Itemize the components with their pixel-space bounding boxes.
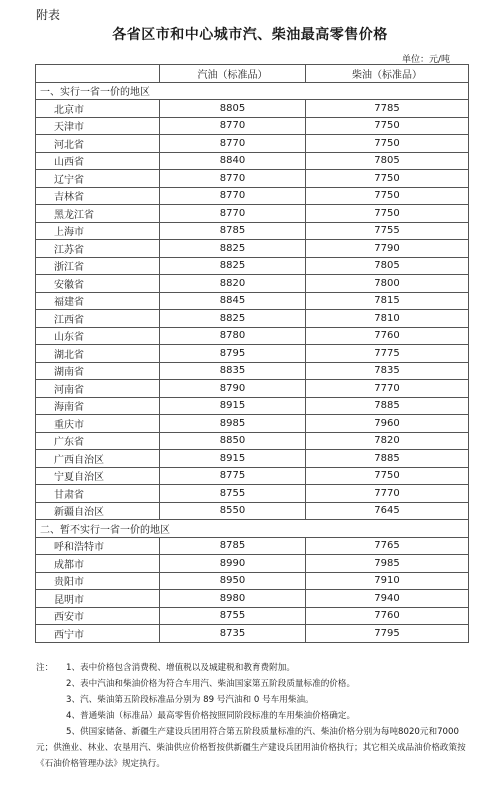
table-row [36,135,469,153]
price-table [35,64,469,643]
diesel-price-cell: 7800 [306,275,469,293]
diesel-price-cell: 7910 [306,572,469,590]
unit-label: 单位：元/吨 [401,55,450,65]
diesel-price-cell: 7750 [306,205,469,223]
gasoline-price-cell: 8785 [160,537,306,555]
table-row [36,467,469,485]
diesel-price-cell: 7795 [306,625,469,643]
table-row [36,432,469,450]
diesel-price-cell: 7985 [306,555,469,573]
diesel-price-cell: 7750 [306,467,469,485]
region-cell: 海南省 [36,397,160,415]
region-cell: 浙江省 [36,257,160,275]
table-row [36,205,469,223]
gasoline-price-cell: 8850 [160,432,306,450]
gasoline-price-cell: 8825 [160,240,306,258]
diesel-price-cell: 7940 [306,590,469,608]
gasoline-price-cell: 8790 [160,380,306,398]
header-gasoline: 汽油（标准品） [160,65,306,83]
table-row [36,485,469,503]
region-cell: 甘肃省 [36,485,160,503]
table-row [36,222,469,240]
region-cell: 湖南省 [36,362,160,380]
diesel-price-cell: 7770 [306,380,469,398]
diesel-price-cell: 7760 [306,607,469,625]
diesel-price-cell: 7750 [306,117,469,135]
table-row [36,555,469,573]
table-row [36,450,469,468]
region-cell: 成都市 [36,555,160,573]
gasoline-price-cell: 8770 [160,205,306,223]
diesel-price-cell: 7815 [306,292,469,310]
table-row [36,590,469,608]
header-diesel: 柴油（标准品） [306,65,469,83]
gasoline-price-cell: 8845 [160,292,306,310]
region-cell: 西安市 [36,607,160,625]
region-cell: 黑龙江省 [36,205,160,223]
gasoline-price-cell: 8550 [160,502,306,520]
table-row [36,170,469,188]
region-cell: 湖北省 [36,345,160,363]
table-row [36,380,469,398]
region-cell: 山西省 [36,152,160,170]
region-cell: 福建省 [36,292,160,310]
note-item: 1、表中价格包含消费税、增值税以及城建税和教育费附加。 [66,663,295,673]
gasoline-price-cell: 8915 [160,450,306,468]
gasoline-price-cell: 8980 [160,590,306,608]
region-cell: 上海市 [36,222,160,240]
gasoline-price-cell: 8795 [160,345,306,363]
gasoline-price-cell: 8840 [160,152,306,170]
gasoline-price-cell: 8985 [160,415,306,433]
gasoline-price-cell: 8770 [160,135,306,153]
table-row [36,117,469,135]
table-row [36,275,469,293]
gasoline-price-cell: 8755 [160,607,306,625]
table-row [36,327,469,345]
region-cell: 贵阳市 [36,572,160,590]
diesel-price-cell: 7645 [306,502,469,520]
appendix-label: 附表 [36,8,61,22]
diesel-price-cell: 7805 [306,152,469,170]
gasoline-price-cell: 8755 [160,485,306,503]
gasoline-price-cell: 8990 [160,555,306,573]
table-row [36,240,469,258]
gasoline-price-cell: 8785 [160,222,306,240]
region-cell: 山东省 [36,327,160,345]
section-label: 二、暂不实行一省一价的地区 [36,520,469,538]
diesel-price-cell: 7765 [306,537,469,555]
region-cell: 广东省 [36,432,160,450]
diesel-price-cell: 7885 [306,450,469,468]
region-cell: 呼和浩特市 [36,537,160,555]
gasoline-price-cell: 8770 [160,187,306,205]
gasoline-price-cell: 8770 [160,170,306,188]
gasoline-price-cell: 8825 [160,257,306,275]
gasoline-price-cell: 8825 [160,310,306,328]
note-item: 5、供国家储备、新疆生产建设兵团用符合第五阶段质量标准的汽、柴油价格分别为每吨8020元和7000元；供渔业、林业、农垦用汽、柴油供应价格暂按供新疆生产建设兵团用油价格执行；其它相关成品油价格政策按《石油价格管理办法》规定执行。 [36,727,466,769]
table-row [36,292,469,310]
header-region [36,65,160,83]
region-cell: 西宁市 [36,625,160,643]
diesel-price-cell: 7775 [306,345,469,363]
table-row [36,310,469,328]
diesel-price-cell: 7760 [306,327,469,345]
region-cell: 江苏省 [36,240,160,258]
table-row [36,152,469,170]
section-row [36,520,469,538]
diesel-price-cell: 7805 [306,257,469,275]
diesel-price-cell: 7750 [306,187,469,205]
diesel-price-cell: 7785 [306,100,469,118]
diesel-price-cell: 7755 [306,222,469,240]
region-cell: 昆明市 [36,590,160,608]
gasoline-price-cell: 8820 [160,275,306,293]
region-cell: 安徽省 [36,275,160,293]
table-row [36,345,469,363]
section-label: 一、实行一省一价的地区 [36,82,469,100]
table-row [36,502,469,520]
gasoline-price-cell: 8780 [160,327,306,345]
table-row [36,362,469,380]
diesel-price-cell: 7770 [306,485,469,503]
gasoline-price-cell: 8835 [160,362,306,380]
table-row [36,397,469,415]
notes [36,660,466,772]
table-row [36,100,469,118]
gasoline-price-cell: 8770 [160,117,306,135]
table-row [36,607,469,625]
diesel-price-cell: 7885 [306,397,469,415]
section-row [36,82,469,100]
table-row [36,572,469,590]
page-title: 各省区市和中心城市汽、柴油最高零售价格 [112,27,388,43]
diesel-price-cell: 7820 [306,432,469,450]
region-cell: 辽宁省 [36,170,160,188]
table-row [36,625,469,643]
note-item: 2、表中汽油和柴油价格为符合车用汽、柴油国家第五阶段质量标准的价格。 [66,679,356,689]
diesel-price-cell: 7810 [306,310,469,328]
region-cell: 新疆自治区 [36,502,160,520]
diesel-price-cell: 7960 [306,415,469,433]
diesel-price-cell: 7750 [306,135,469,153]
table-row [36,537,469,555]
diesel-price-cell: 7790 [306,240,469,258]
gasoline-price-cell: 8950 [160,572,306,590]
table-header-row [36,65,469,83]
gasoline-price-cell: 8915 [160,397,306,415]
region-cell: 广西自治区 [36,450,160,468]
notes-lead: 注： [36,663,54,673]
diesel-price-cell: 7835 [306,362,469,380]
region-cell: 吉林省 [36,187,160,205]
region-cell: 重庆市 [36,415,160,433]
gasoline-price-cell: 8805 [160,100,306,118]
region-cell: 北京市 [36,100,160,118]
region-cell: 河北省 [36,135,160,153]
diesel-price-cell: 7750 [306,170,469,188]
table-row [36,415,469,433]
region-cell: 河南省 [36,380,160,398]
table-row [36,257,469,275]
gasoline-price-cell: 8775 [160,467,306,485]
region-cell: 宁夏自治区 [36,467,160,485]
table-row [36,187,469,205]
note-item: 3、汽、柴油第五阶段标准品分别为 89 号汽油和 0 号车用柴油。 [66,695,314,705]
region-cell: 江西省 [36,310,160,328]
note-item: 4、普通柴油（标准品）最高零售价格按照同阶段标准的车用柴油价格确定。 [66,711,356,721]
gasoline-price-cell: 8735 [160,625,306,643]
region-cell: 天津市 [36,117,160,135]
